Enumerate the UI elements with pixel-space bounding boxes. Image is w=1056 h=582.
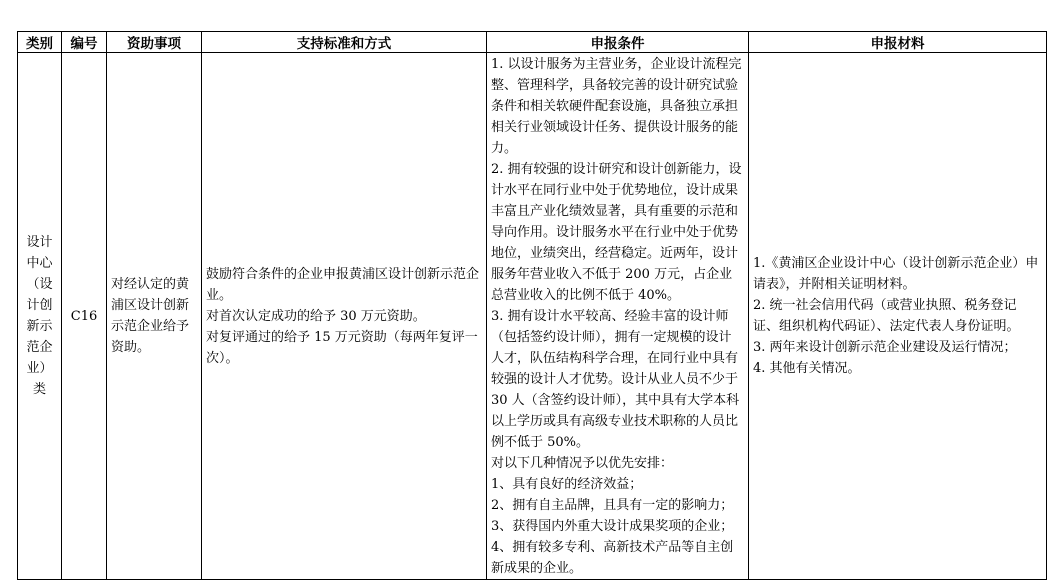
table-row [18,53,1047,580]
condition-line: 1、具有良好的经济效益； [491,477,643,492]
material-line: 1.《黄浦区企业设计中心（设计创新示范企业）申请表》，并附相关证明材料。 [753,256,1039,292]
policy-table [17,31,1047,580]
header-item: 资助事项 [107,32,202,53]
condition-line: 2、拥有自主品牌，且具有一定的影响力； [491,498,734,513]
cell-item: 对经认定的黄浦区设计创新示范企业给予资助。 [107,53,202,580]
cell-category: 设计中心（设计创新示范企业）类 [18,53,62,580]
condition-line: 对以下几种情况予以优先安排： [491,456,674,471]
header-standard: 支持标准和方式 [202,32,487,53]
material-line: 4. 其他有关情况。 [753,361,861,376]
header-row [18,32,1047,53]
condition-line: 1. 以设计服务为主营业务，企业设计流程完整、管理科学，具备较完善的设计研究试验条件和相关软硬件配套设施，具备独立承担相关行业领域设计任务、提供设计服务的能力。 [491,57,742,156]
header-conditions: 申报条件 [487,32,749,53]
condition-line: 4、拥有较多专利、高新技术产品等自主创新成果的企业。 [491,540,734,576]
cell-materials [749,53,1047,580]
header-materials: 申报材料 [749,32,1047,53]
standard-line: 鼓励符合条件的企业申报黄浦区设计创新示范企业。 [206,266,480,303]
condition-line: 3. 拥有设计水平较高、经验丰富的设计师（包括签约设计师），拥有一定规模的设计人才，队伍结构科学合理，在同行业中具有较强的设计人才优势。设计从业人员不少于 30 人（含签约设计师），其中具有大学本科以上学历或具有高级专业技术职称的人员比例不低于 50%。 [491,309,740,450]
material-line: 3. 两年来设计创新示范企业建设及运行情况； [753,340,1017,355]
cell-standard [202,53,487,580]
condition-line: 3、获得国内外重大设计成果奖项的企业； [491,519,734,534]
cell-conditions [487,53,749,580]
condition-line: 2. 拥有较强的设计研究和设计创新能力，设计水平在同行业中处于优势地位，设计成果丰富且产业化绩效显著，具有重要的示范和导向作用。设计服务水平在行业中处于优势地位，业绩突出，经营稳定。近两年，设计服务年营业收入不低于 200 万元，占企业总营业收入的比例不低于 40%。 [491,162,742,303]
header-category: 类别 [18,32,62,53]
standard-line: 对首次认定成功的给予 30 万元资助。 [206,308,426,324]
standard-line: 对复评通过的给予 15 万元资助（每两年复评一次）。 [206,329,478,366]
material-line: 2. 统一社会信用代码（或营业执照、税务登记证、组织机构代码证）、法定代表人身份证明。 [753,298,1020,334]
cell-code: C16 [62,53,107,580]
header-code: 编号 [62,32,107,53]
